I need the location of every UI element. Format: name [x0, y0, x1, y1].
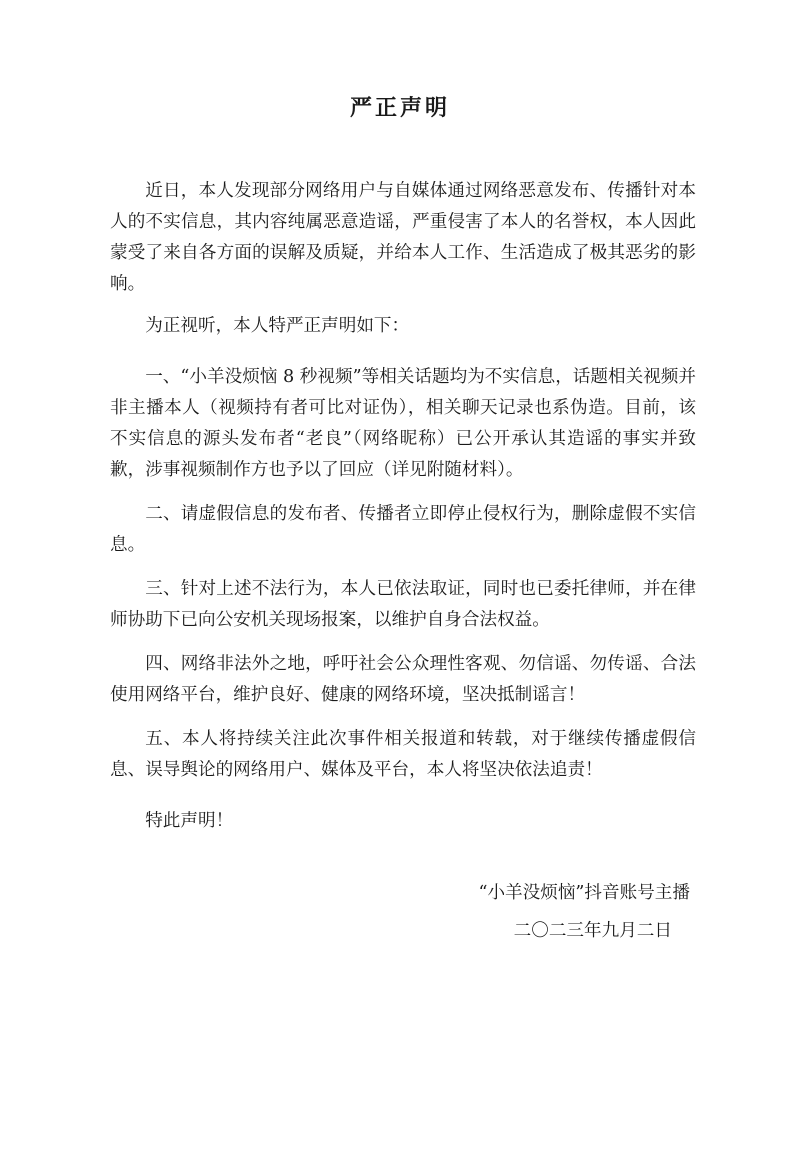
paragraph-declaration-lead: 为正视听，本人特严正声明如下： [145, 316, 410, 336]
paragraph-point-3: 三、针对上述不法行为，本人已依法取证，同时也已委托律师，并在律师协助下已向公安机关现场报案，以维护自身合法权益。 [110, 579, 696, 630]
paragraph-point-5: 五、本人将持续关注此次事件相关报道和转载，对于继续传播虚假信息、误导舆论的网络用户、媒体及平台，本人将坚决依法追责！ [110, 729, 696, 780]
paragraph-closing: 特此声明！ [145, 811, 234, 831]
paragraph-point-1: 一、“小羊没烦恼 8 秒视频”等相关话题均为不实信息，话题相关视频并非主播本人（视频持有者可比对证伪），相关聊天记录也系伪造。目前，该不实信息的源头发布者“老良”（网络昵称）已公开承认其造谣的事实并致歉，涉事视频制作方也予以了回应（详见附随材料）。 [110, 367, 696, 480]
signature-block [478, 874, 690, 950]
signature-date: 二〇二三年九月二日 [513, 921, 672, 941]
document-title: 严正声明 [349, 96, 450, 121]
paragraph-point-2: 二、请虚假信息的发布者、传播者立即停止侵权行为，删除虚假不实信息。 [110, 504, 696, 555]
paragraph-point-4: 四、网络非法外之地，呼吁社会公众理性客观、勿信谣、勿传谣、合法使用网络平台，维护良好、健康的网络环境，坚决抵制谣言！ [110, 654, 696, 705]
paragraph-intro: 近日，本人发现部分网络用户与自媒体通过网络恶意发布、传播针对本人的不实信息，其内容纯属恶意造谣，严重侵害了本人的名誉权，本人因此蒙受了来自各方面的误解及质疑，并给本人工作、生活造成了极其恶劣的影响。 [110, 181, 696, 294]
document-body [110, 176, 696, 837]
signature-name: “小羊没烦恼”抖音账号主播 [478, 883, 690, 903]
